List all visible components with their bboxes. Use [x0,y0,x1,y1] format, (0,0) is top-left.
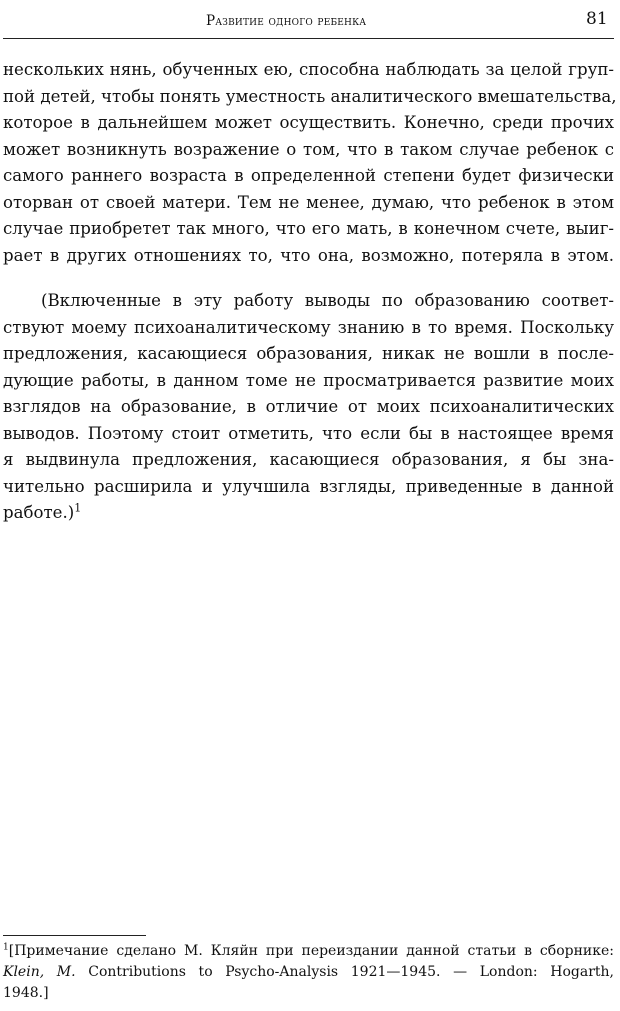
page-number: 81 [586,9,608,29]
text-line: самого раннего возраста в определенной степени будет физически [3,166,614,185]
footnote-text: [Примечание сделано М. Кляйн при переиздании данной статьи в сборнике: [8,943,614,959]
footnote [3,941,614,1004]
footnote-number: 1 [3,942,9,953]
footnote-author: Klein, M. [3,964,76,980]
text-line: дующие работы, в данном томе не просматривается развитие моих [3,370,614,390]
text-line: выводов. Поэтому стоит отметить, что если бы в настоящее время [3,423,614,443]
text-line: рает в других отношениях то, что она, возможно, потеряла в этом. [3,245,614,265]
running-title: Развитие одного ребенка [206,13,367,29]
header-rule [3,38,614,39]
text-line: ствуют моему психоаналитическому знанию в то время. Поскольку [3,317,614,337]
text-line: может возникнуть возражение о том, что в таком случае ребенок с [3,139,614,159]
footnote-text: Contributions to Psycho-Analysis 1921—1945. — London: Hogarth, [75,964,615,980]
text-line: (Включенные в эту работу выводы по образованию соответ- [41,291,614,310]
text-line: пой детей, чтобы понять уместность аналитического вмешательства, [3,86,617,106]
footnote-rule [3,935,146,936]
text-line: оторван от своей матери. Тем не менее, думаю, что ребенок в этом [3,192,614,212]
footnote-reference[interactable]: 1 [74,501,82,515]
text-line: которое в дальнейшем может осуществить. Конечно, среди прочих [3,113,614,132]
text-line: чительно расширила и улучшила взгляды, приведенные в данной [3,476,614,496]
text-line: предложения, касающиеся образования, никак не вошли в после- [3,344,614,363]
text-line: случае приобретет так много, что его мать, в конечном счете, выиг- [3,219,614,238]
text-line: нескольких нянь, обученных ею, способна наблюдать за целой груп- [3,60,614,79]
footnote-line: 1948.] [3,985,49,1001]
text-line: взглядов на образование, в отличие от моих психоаналитических [3,397,614,416]
page-header [0,0,620,40]
body-paragraph-1 [3,57,617,269]
text-line-content: работе.) [3,503,75,522]
text-line: я выдвинула предложения, касающиеся образования, я бы зна- [3,450,614,469]
footnote-line [3,962,614,983]
footnote-line [3,941,614,962]
text-line-last [3,500,614,527]
body-paragraph-2 [3,288,614,527]
